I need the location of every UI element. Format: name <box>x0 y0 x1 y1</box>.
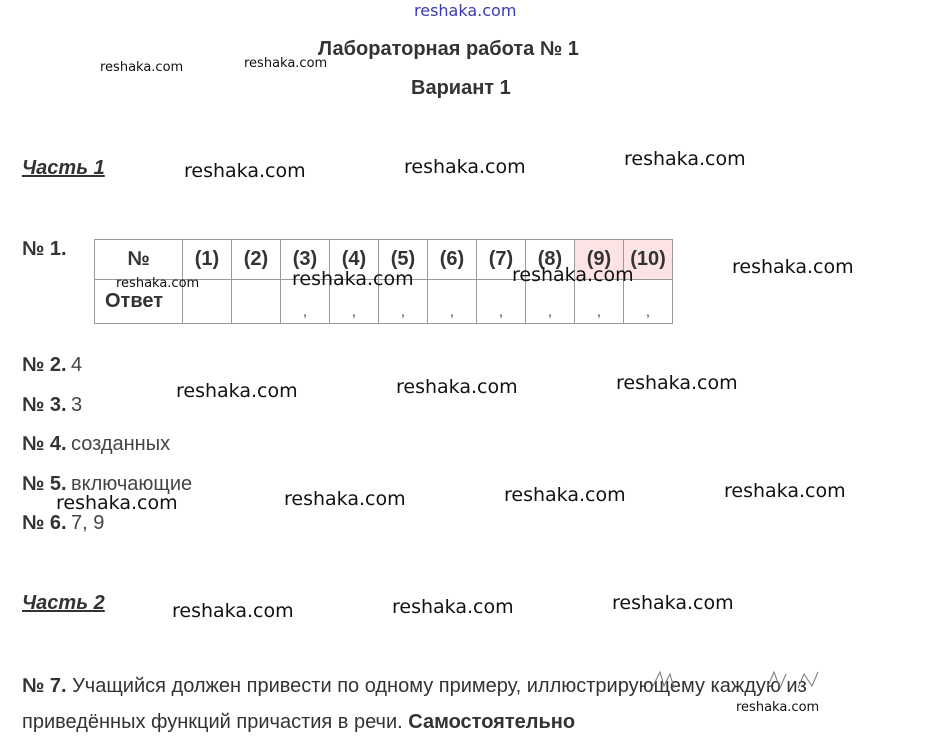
page-subtitle: Вариант 1 <box>411 77 511 99</box>
question-7-text: Учащийся должен привести по одному примеру, иллюстрирующему каждую из приведённых функций причастия в речи. <box>22 675 807 733</box>
table-header-number: № <box>95 240 183 280</box>
question-answer: созданных <box>70 433 171 455</box>
question-label: № 3. <box>22 394 67 416</box>
question-2 <box>22 354 82 377</box>
table-column-header: (2) <box>232 240 281 280</box>
question-7-emphasis: Самостоятельно <box>408 711 576 733</box>
watermark: reshaka.com <box>176 380 298 402</box>
watermark: reshaka.com <box>724 480 846 502</box>
table-column-header: (10) <box>624 240 673 280</box>
watermark: reshaka.com <box>504 484 626 506</box>
question-1-label: № 1. <box>22 238 67 260</box>
table-column-header: (4) <box>330 240 379 280</box>
watermark: reshaka.com <box>396 376 518 398</box>
watermark-top: reshaka.com <box>414 1 517 20</box>
table-answer-cell <box>232 280 281 324</box>
watermark: reshaka.com <box>612 592 734 614</box>
watermark: reshaka.com <box>292 268 414 290</box>
table-answer-cell: , <box>575 280 624 324</box>
table-answer-cell: , <box>330 280 379 324</box>
watermark: reshaka.com <box>736 700 820 715</box>
question-4 <box>22 433 170 456</box>
table-column-header: (3) <box>281 240 330 280</box>
page-title: Лабораторная работа № 1 <box>318 38 579 60</box>
table-column-header: (8) <box>526 240 575 280</box>
question-label: № 5. <box>22 473 67 495</box>
watermark: reshaka.com <box>116 276 200 291</box>
watermark: reshaka.com <box>56 492 178 514</box>
question-answer: 7, 9 <box>70 512 105 534</box>
question-6 <box>22 512 104 535</box>
table-column-header: (1) <box>183 240 232 280</box>
table-column-header: (7) <box>477 240 526 280</box>
table-answer-cell: , <box>379 280 428 324</box>
table-column-header: (6) <box>428 240 477 280</box>
part-2-heading: Часть 2 <box>22 592 105 614</box>
watermark: reshaka.com <box>184 160 306 182</box>
table-column-header: (5) <box>379 240 428 280</box>
question-label: № 7. <box>22 675 67 697</box>
question-answer: 3 <box>70 394 83 416</box>
watermark: reshaka.com <box>404 156 526 178</box>
watermark: reshaka.com <box>172 600 294 622</box>
watermark: reshaka.com <box>244 56 328 71</box>
part-1-heading: Часть 1 <box>22 157 105 179</box>
watermark: reshaka.com <box>512 264 634 286</box>
table-answer-cell: , <box>526 280 575 324</box>
table-answer-cell: , <box>281 280 330 324</box>
question-answer: 4 <box>70 354 83 376</box>
watermark: reshaka.com <box>732 256 854 278</box>
table-column-header: (9) <box>575 240 624 280</box>
scribble-mark <box>648 668 828 692</box>
question-answer: включающие <box>70 473 193 495</box>
question-label: № 4. <box>22 433 67 455</box>
watermark: reshaka.com <box>100 60 184 75</box>
question-label: № 2. <box>22 354 67 376</box>
watermark: reshaka.com <box>284 488 406 510</box>
table-answer-label: Ответ <box>95 280 183 324</box>
question-3 <box>22 394 82 417</box>
table-answer-cell: , <box>428 280 477 324</box>
table-answer-cell: , <box>477 280 526 324</box>
watermark: reshaka.com <box>392 596 514 618</box>
watermark: reshaka.com <box>624 148 746 170</box>
watermark: reshaka.com <box>616 372 738 394</box>
table-answer-cell: , <box>624 280 673 324</box>
question-label: № 6. <box>22 512 67 534</box>
